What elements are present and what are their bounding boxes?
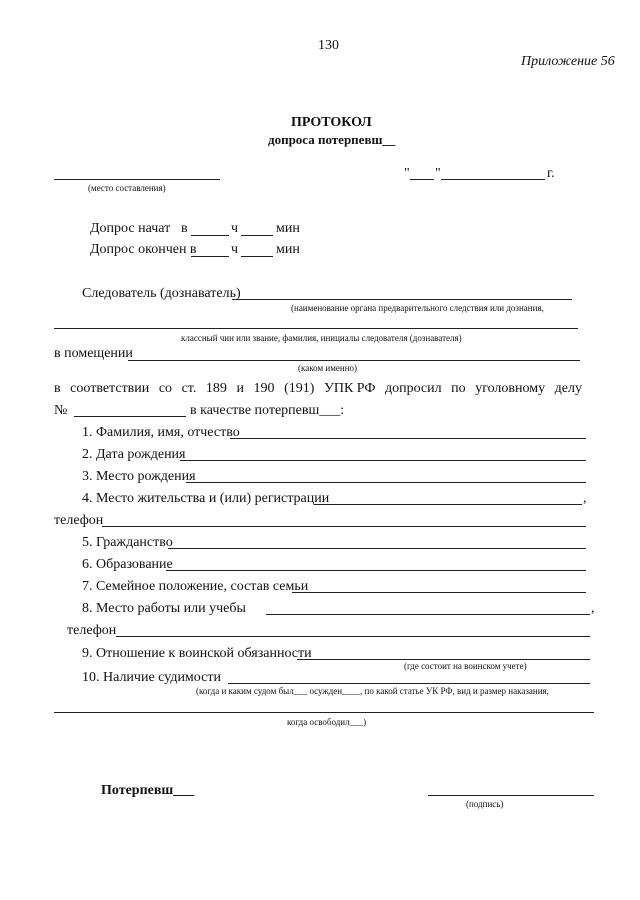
investigator-caption-2: классный чин или звание, фамилия, инициалы следователя (дознавателя) (181, 333, 462, 343)
date-quote-open: " (404, 166, 410, 181)
basis-word: 189 (205, 381, 227, 396)
basis-word: в (54, 381, 61, 396)
field-4-line[interactable] (314, 504, 582, 505)
basis-word: УПК РФ (323, 381, 376, 396)
basis-word: и (236, 381, 244, 396)
end-min: мин (276, 242, 300, 257)
basis-word: делу (554, 381, 582, 396)
end-hour-line[interactable] (191, 256, 229, 257)
field-9-line[interactable] (297, 659, 590, 660)
field-4-comma: , (583, 491, 587, 506)
case-number-label: № (54, 403, 68, 418)
signature-caption: (подпись) (466, 799, 504, 809)
room-caption: (каком именно) (298, 363, 358, 373)
date-year-suffix: г. (547, 166, 555, 181)
field-4-label: 4. Место жительства и (или) регистрации (82, 491, 330, 506)
basis-word: со (158, 381, 173, 396)
phone-2-line[interactable] (116, 636, 590, 637)
start-h: ч (231, 221, 239, 236)
field-3-line[interactable] (186, 482, 586, 483)
start-min: мин (276, 221, 300, 236)
investigator-line[interactable] (232, 299, 572, 300)
appendix-label: Приложение 56 (521, 54, 615, 69)
basis-word: по (451, 381, 466, 396)
field-10-line-2[interactable] (54, 712, 594, 713)
document-title: ПРОТОКОЛ (291, 115, 372, 130)
page-number: 130 (318, 38, 339, 53)
field-6-line[interactable] (166, 570, 586, 571)
start-hour-line[interactable] (191, 235, 229, 236)
field-10-line[interactable] (228, 683, 590, 684)
victim-sign-label: Потерпевш___ (101, 783, 195, 798)
field-2-line[interactable] (180, 460, 586, 461)
phone-1-label: телефон (54, 513, 104, 528)
date-month-year-line[interactable] (441, 179, 545, 180)
field-5-label: 5. Гражданство (82, 535, 173, 550)
document-subtitle: допроса потерпевш__ (268, 132, 396, 147)
as-victim-label: в качестве потерпевш___: (190, 403, 345, 418)
phone-2-label: телефон (67, 623, 117, 638)
room-line[interactable] (128, 360, 580, 361)
room-label: в помещении (54, 346, 133, 361)
field-7-line[interactable] (292, 592, 586, 593)
case-number-line[interactable] (74, 416, 186, 417)
field-3-label: 3. Место рождения (82, 469, 196, 484)
basis-word: ст. (181, 381, 197, 396)
end-label: Допрос окончен в (90, 242, 197, 257)
field-1-line[interactable] (230, 438, 586, 439)
field-9-caption: (где состоит на воинском учете) (404, 661, 527, 671)
field-7-label: 7. Семейное положение, состав семьи (82, 579, 309, 594)
investigator-line-2[interactable] (54, 328, 578, 329)
basis-word: (191) (284, 381, 315, 396)
investigator-caption-1: (наименование органа предварительного следствия или дознания, (291, 303, 544, 313)
end-min-line[interactable] (241, 256, 273, 257)
phone-1-line[interactable] (102, 526, 586, 527)
place-caption: (место составления) (88, 183, 166, 193)
field-2-label: 2. Дата рождения (82, 447, 186, 462)
date-quote-close: " (435, 166, 441, 181)
basis-word: 190 (253, 381, 275, 396)
field-9-label: 9. Отношение к воинской обязанности (82, 646, 312, 661)
field-10-label: 10. Наличие судимости (82, 670, 221, 685)
signature-line[interactable] (428, 795, 594, 796)
start-in: в (181, 221, 188, 236)
field-10-caption-1: (когда и каким судом был___ осужден____, по какой статье УК РФ, вид и размер наказания, (196, 686, 549, 696)
field-8-comma: , (591, 601, 595, 616)
basis-word: допросил (384, 381, 442, 396)
field-8-label: 8. Место работы или учебы (82, 601, 246, 616)
start-min-line[interactable] (241, 235, 273, 236)
start-label: Допрос начат (90, 221, 171, 236)
field-5-line[interactable] (168, 548, 586, 549)
field-6-label: 6. Образование (82, 557, 173, 572)
date-day-line[interactable] (410, 179, 434, 180)
field-10-caption-2: когда освободил___) (287, 717, 367, 727)
place-line[interactable] (54, 179, 220, 180)
end-h: ч (231, 242, 239, 257)
basis-word: соответствии (70, 381, 150, 396)
basis-line (54, 381, 582, 397)
field-8-line[interactable] (266, 614, 590, 615)
field-1-label: 1. Фамилия, имя, отчество (82, 425, 240, 440)
basis-word: уголовному (475, 381, 546, 396)
investigator-label: Следователь (дознаватель) (82, 286, 241, 301)
